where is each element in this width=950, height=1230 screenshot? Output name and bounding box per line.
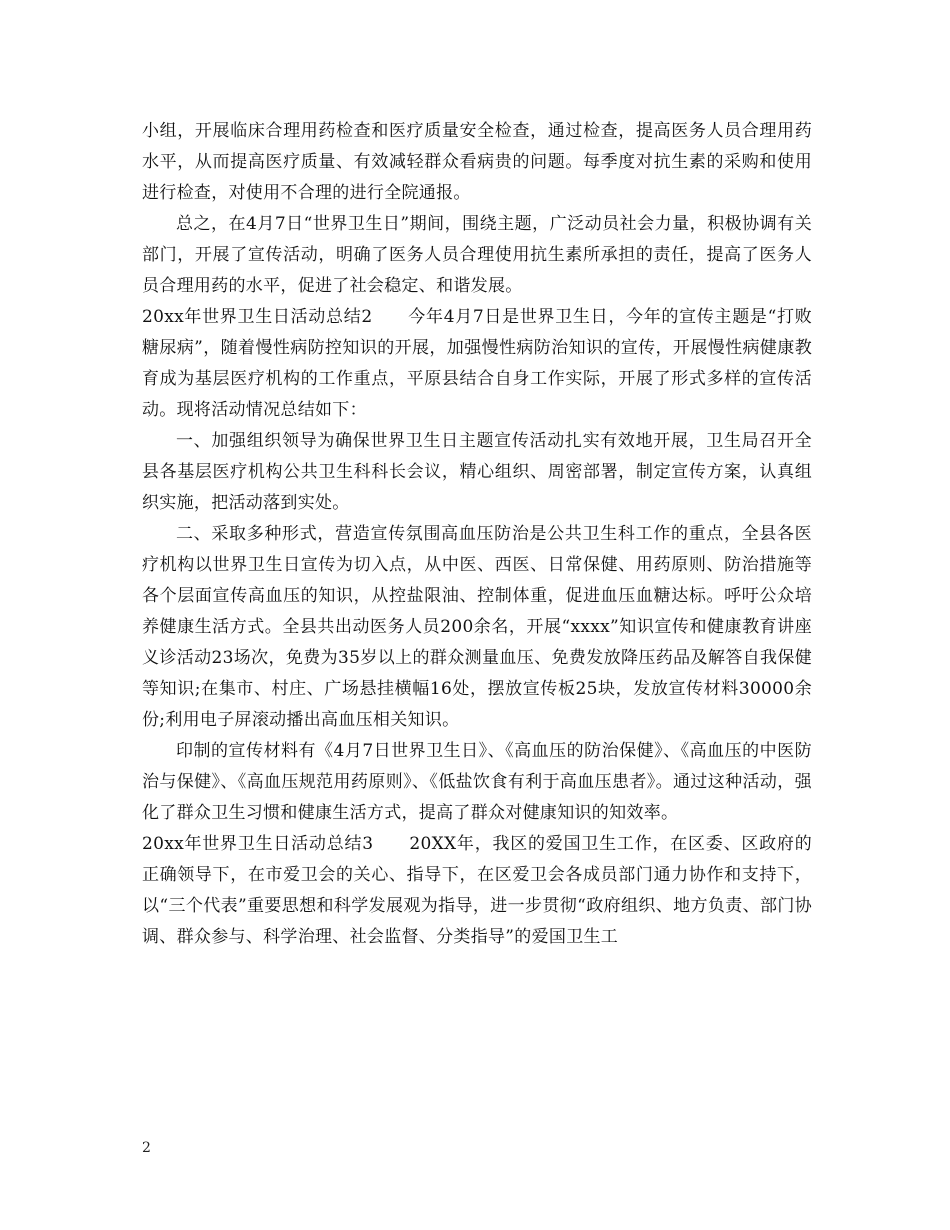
paragraph-3: 20xx年世界卫生日活动总结2 今年4月7日是世界卫生日，今年的宣传主题是“打败糖尿病”，随着慢性病防控知识的开展，加强慢性病防治知识的宣传，开展慢性病健康教育成为基层医疗机构的工作重点，平原县结合自身工作实际，开展了形式多样的宣传活动。现将活动情况总结如下： [142,307,812,420]
paragraph-7: 20xx年世界卫生日活动总结3 20XX年，我区的爱国卫生工作，在区委、区政府的正确领导下，在市爱卫会的关心、指导下，在区爱卫会各成员部门通力协作和支持下，以“三个代表”重要思想和科学发展观为指导，进一步贯彻“政府组织、地方负责、部门协调、群众参与、科学治理、社会监督、分类指导”的爱国卫生工 [142,834,812,947]
page-number: 2 [142,1140,151,1156]
paragraph-5: 二、采取多种形式，营造宣传氛围高血压防治是公共卫生科工作的重点，全县各医疗机构以世界卫生日宣传为切入点，从中医、西医、日常保健、用药原则、防治措施等各个层面宣传高血压的知识，从控盐限油、控制体重，促进血压血糖达标。呼吁公众培养健康生活方式。全县共出动医务人员200余名，开展“xxxx”知识宣传和健康教育讲座义诊活动23场次，免费为35岁以上的群众测量血压、免费发放降压药品及解答自我保健等知识;在集市、村庄、广场悬挂横幅16处，摆放宣传板25块，发放宣传材料30000余份;利用电子屏滚动播出高血压相关知识。 [142,524,812,730]
paragraph-1: 小组，开展临床合理用药检查和医疗质量安全检查，通过检查，提高医务人员合理用药水平，从而提高医疗质量、有效减轻群众看病贵的问题。每季度对抗生素的采购和使用进行检查，对使用不合理的进行全院通报。 [142,121,812,203]
paragraph-4: 一、加强组织领导为确保世界卫生日主题宣传活动扎实有效地开展，卫生局召开全县各基层医疗机构公共卫生科科长会议，精心组织、周密部署，制定宣传方案，认真组织实施，把活动落到实处。 [142,431,812,513]
document-body [142,116,812,953]
paragraph-6: 印制的宣传材料有《4月7日世界卫生日》、《高血压的防治保健》、《高血压的中医防治与保健》、《高血压规范用药原则》、《低盐饮食有利于高血压患者》。通过这种活动，强化了群众卫生习惯和健康生活方式，提高了群众对健康知识的知效率。 [142,741,812,823]
paragraph-2: 总之，在4月7日“世界卫生日”期间，围绕主题，广泛动员社会力量，积极协调有关部门，开展了宣传活动，明确了医务人员合理使用抗生素所承担的责任，提高了医务人员合理用药的水平，促进了社会稳定、和谐发展。 [142,214,812,296]
